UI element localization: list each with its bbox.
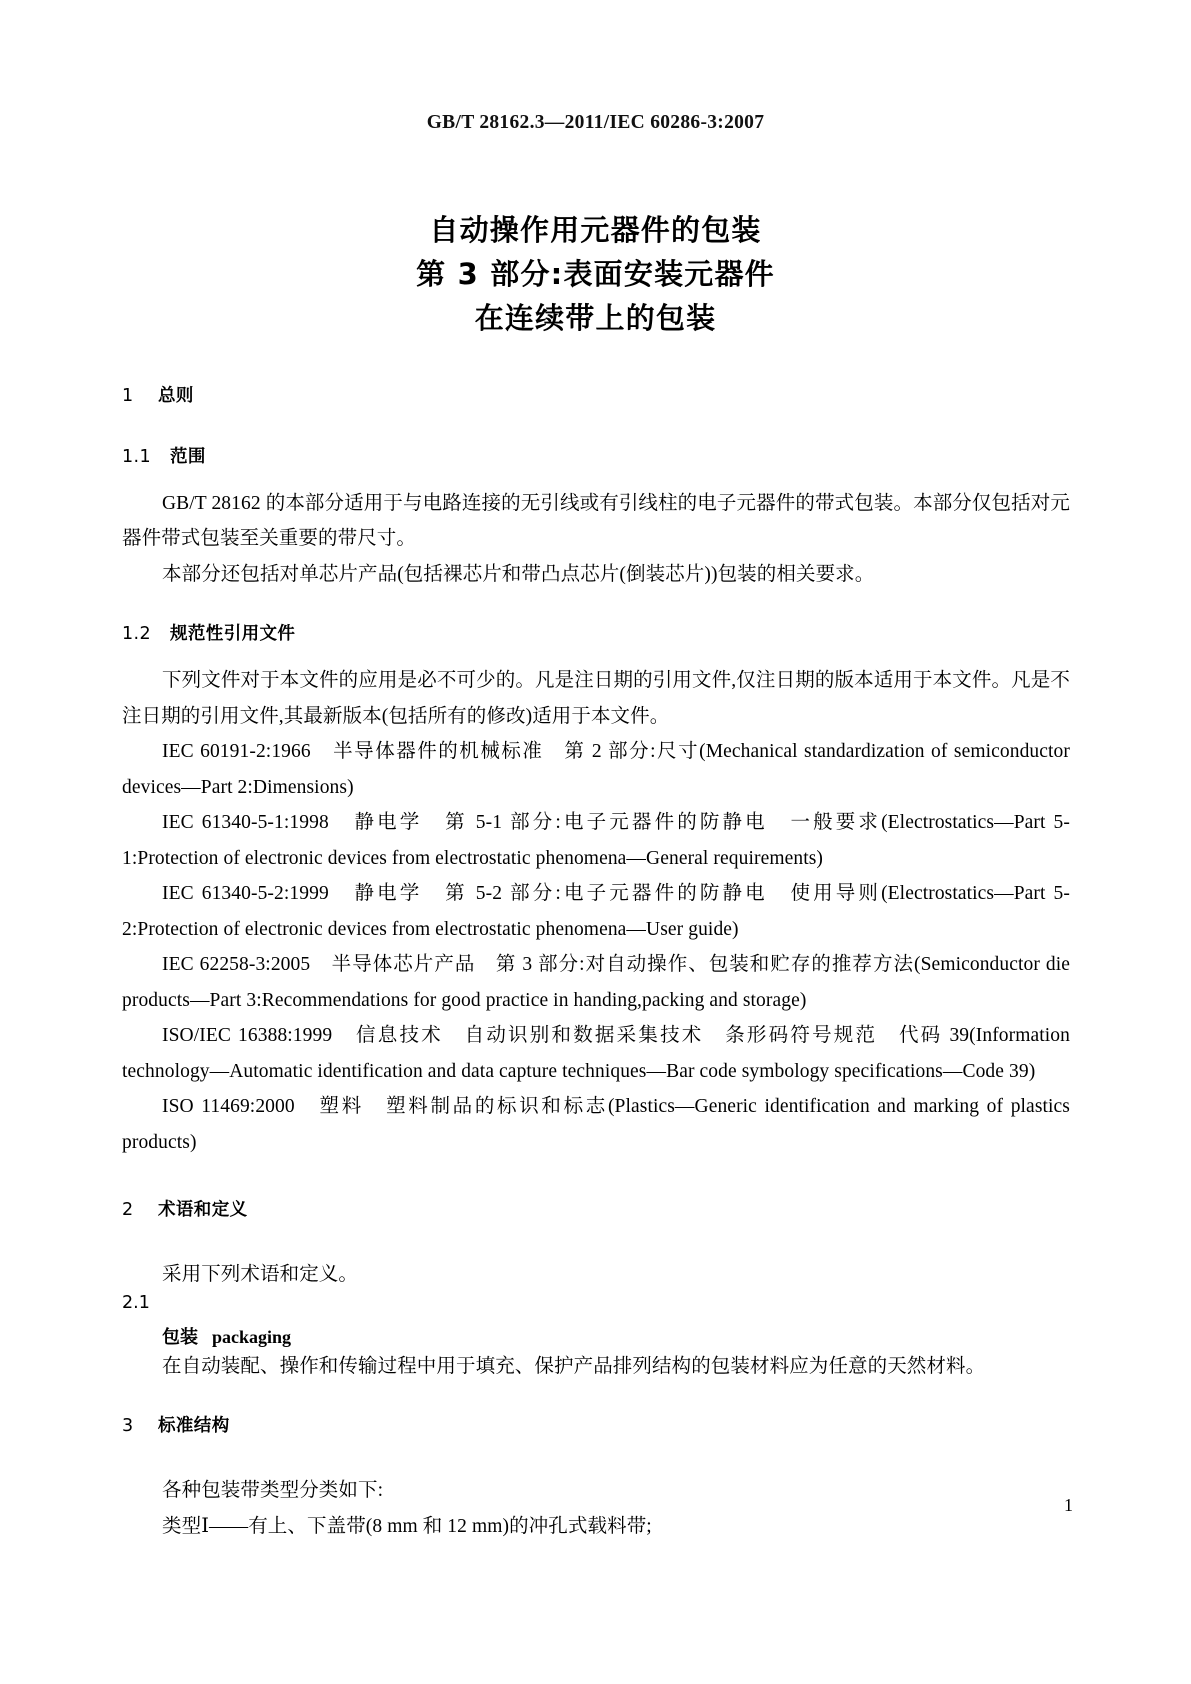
paragraph-scope-1: GB/T 28162 的本部分适用于与电路连接的无引线或有引线柱的电子元器件的带式包装。本部分仅包括对元器件带式包装至关重要的带尺寸。 — [122, 493, 1070, 550]
term-name-2-1 — [162, 1323, 1070, 1349]
term-definition-2-1: 在自动装配、操作和传输过程中用于填充、保护产品排列结构的包装材料应为任意的天然材料。 — [162, 1355, 986, 1377]
section-heading-1 — [122, 382, 1070, 407]
paragraph-structure-1: 各种包装带类型分类如下: — [162, 1480, 384, 1502]
title-line-2: 第 3 部分:表面安装元器件 — [416, 257, 775, 292]
paragraph-scope-2: 本部分还包括对单芯片产品(包括裸芯片和带凸点芯片(倒装芯片))包装的相关要求。 — [162, 563, 875, 585]
section-heading-1-2 — [122, 620, 1070, 645]
section-title-1-1: 范围 — [170, 447, 206, 467]
running-header: GB/T 28162.3—2011/IEC 60286-3:2007 — [426, 112, 765, 133]
section-title-2: 术语和定义 — [158, 1200, 248, 1221]
term-name-cn: 包装 — [162, 1326, 198, 1348]
section-heading-1-1 — [122, 443, 1070, 468]
normative-reference-item: IEC 61340-5-1:1998 静电学 第 5-1 部分:电子元器件的防静电 一般要求(Electrostatics—Part 5-1:Protection of electronic devices from electrostatic phenomena—General requirements) — [122, 812, 1070, 869]
normative-reference-item: IEC 61340-5-2:1999 静电学 第 5-2 部分:电子元器件的防静电 使用导则(Electrostatics—Part 5-2:Protection of electronic devices from electrostatic phenomena—User guide) — [122, 883, 1070, 940]
paragraph-normative-intro: 下列文件对于本文件的应用是必不可少的。凡是注日期的引用文件,仅注日期的版本适用于本文件。凡是不注日期的引用文件,其最新版本(包括所有的修改)适用于本文件。 — [122, 670, 1070, 727]
page-number: 1 — [1064, 1495, 1073, 1515]
section-heading-3 — [122, 1412, 1070, 1437]
section-title-1: 总则 — [158, 386, 194, 406]
section-number-2: 2 — [122, 1200, 134, 1221]
paragraph-structure-2: 类型Ⅰ——有上、下盖带(8 mm 和 12 mm)的冲孔式载料带; — [162, 1515, 652, 1537]
section-number-3: 3 — [122, 1416, 134, 1437]
normative-reference-item: IEC 60191-2:1966 半导体器件的机械标准 第 2 部分:尺寸(Mechanical standardization of semiconductor devices—Part 2:Dimensions) — [122, 741, 1070, 798]
term-name-en: packaging — [212, 1326, 292, 1347]
paragraph-terms-intro: 采用下列术语和定义。 — [162, 1264, 359, 1286]
section-number-1-1: 1.1 — [122, 447, 152, 467]
title-line-3: 在连续带上的包装 — [474, 301, 717, 336]
section-title-1-2: 规范性引用文件 — [170, 624, 296, 645]
normative-reference-item: ISO 11469:2000 塑料 塑料制品的标识和标志(Plastics—Generic identification and marking of plastics products) — [122, 1096, 1070, 1153]
document-body — [122, 382, 1070, 1544]
normative-reference-item: ISO/IEC 16388:1999 信息技术 自动识别和数据采集技术 条形码符号规范 代码 39(Information technology—Automatic identification and data capture techniques—Bar code symbology specifications—Code 39) — [122, 1025, 1070, 1082]
section-number-1: 1 — [122, 386, 134, 406]
normative-reference-item: IEC 62258-3:2005 半导体芯片产品 第 3 部分:对自动操作、包装和贮存的推荐方法(Semiconductor die products—Part 3:Recommendations for good practice in handing,packing and storage) — [122, 954, 1070, 1011]
title-line-1: 自动操作用元器件的包装 — [429, 213, 762, 247]
term-number-2-1: 2.1 — [122, 1292, 150, 1313]
section-number-1-2: 1.2 — [122, 624, 152, 645]
section-title-3: 标准结构 — [158, 1416, 230, 1437]
section-heading-2 — [122, 1196, 1070, 1221]
document-title-block — [0, 208, 1191, 340]
